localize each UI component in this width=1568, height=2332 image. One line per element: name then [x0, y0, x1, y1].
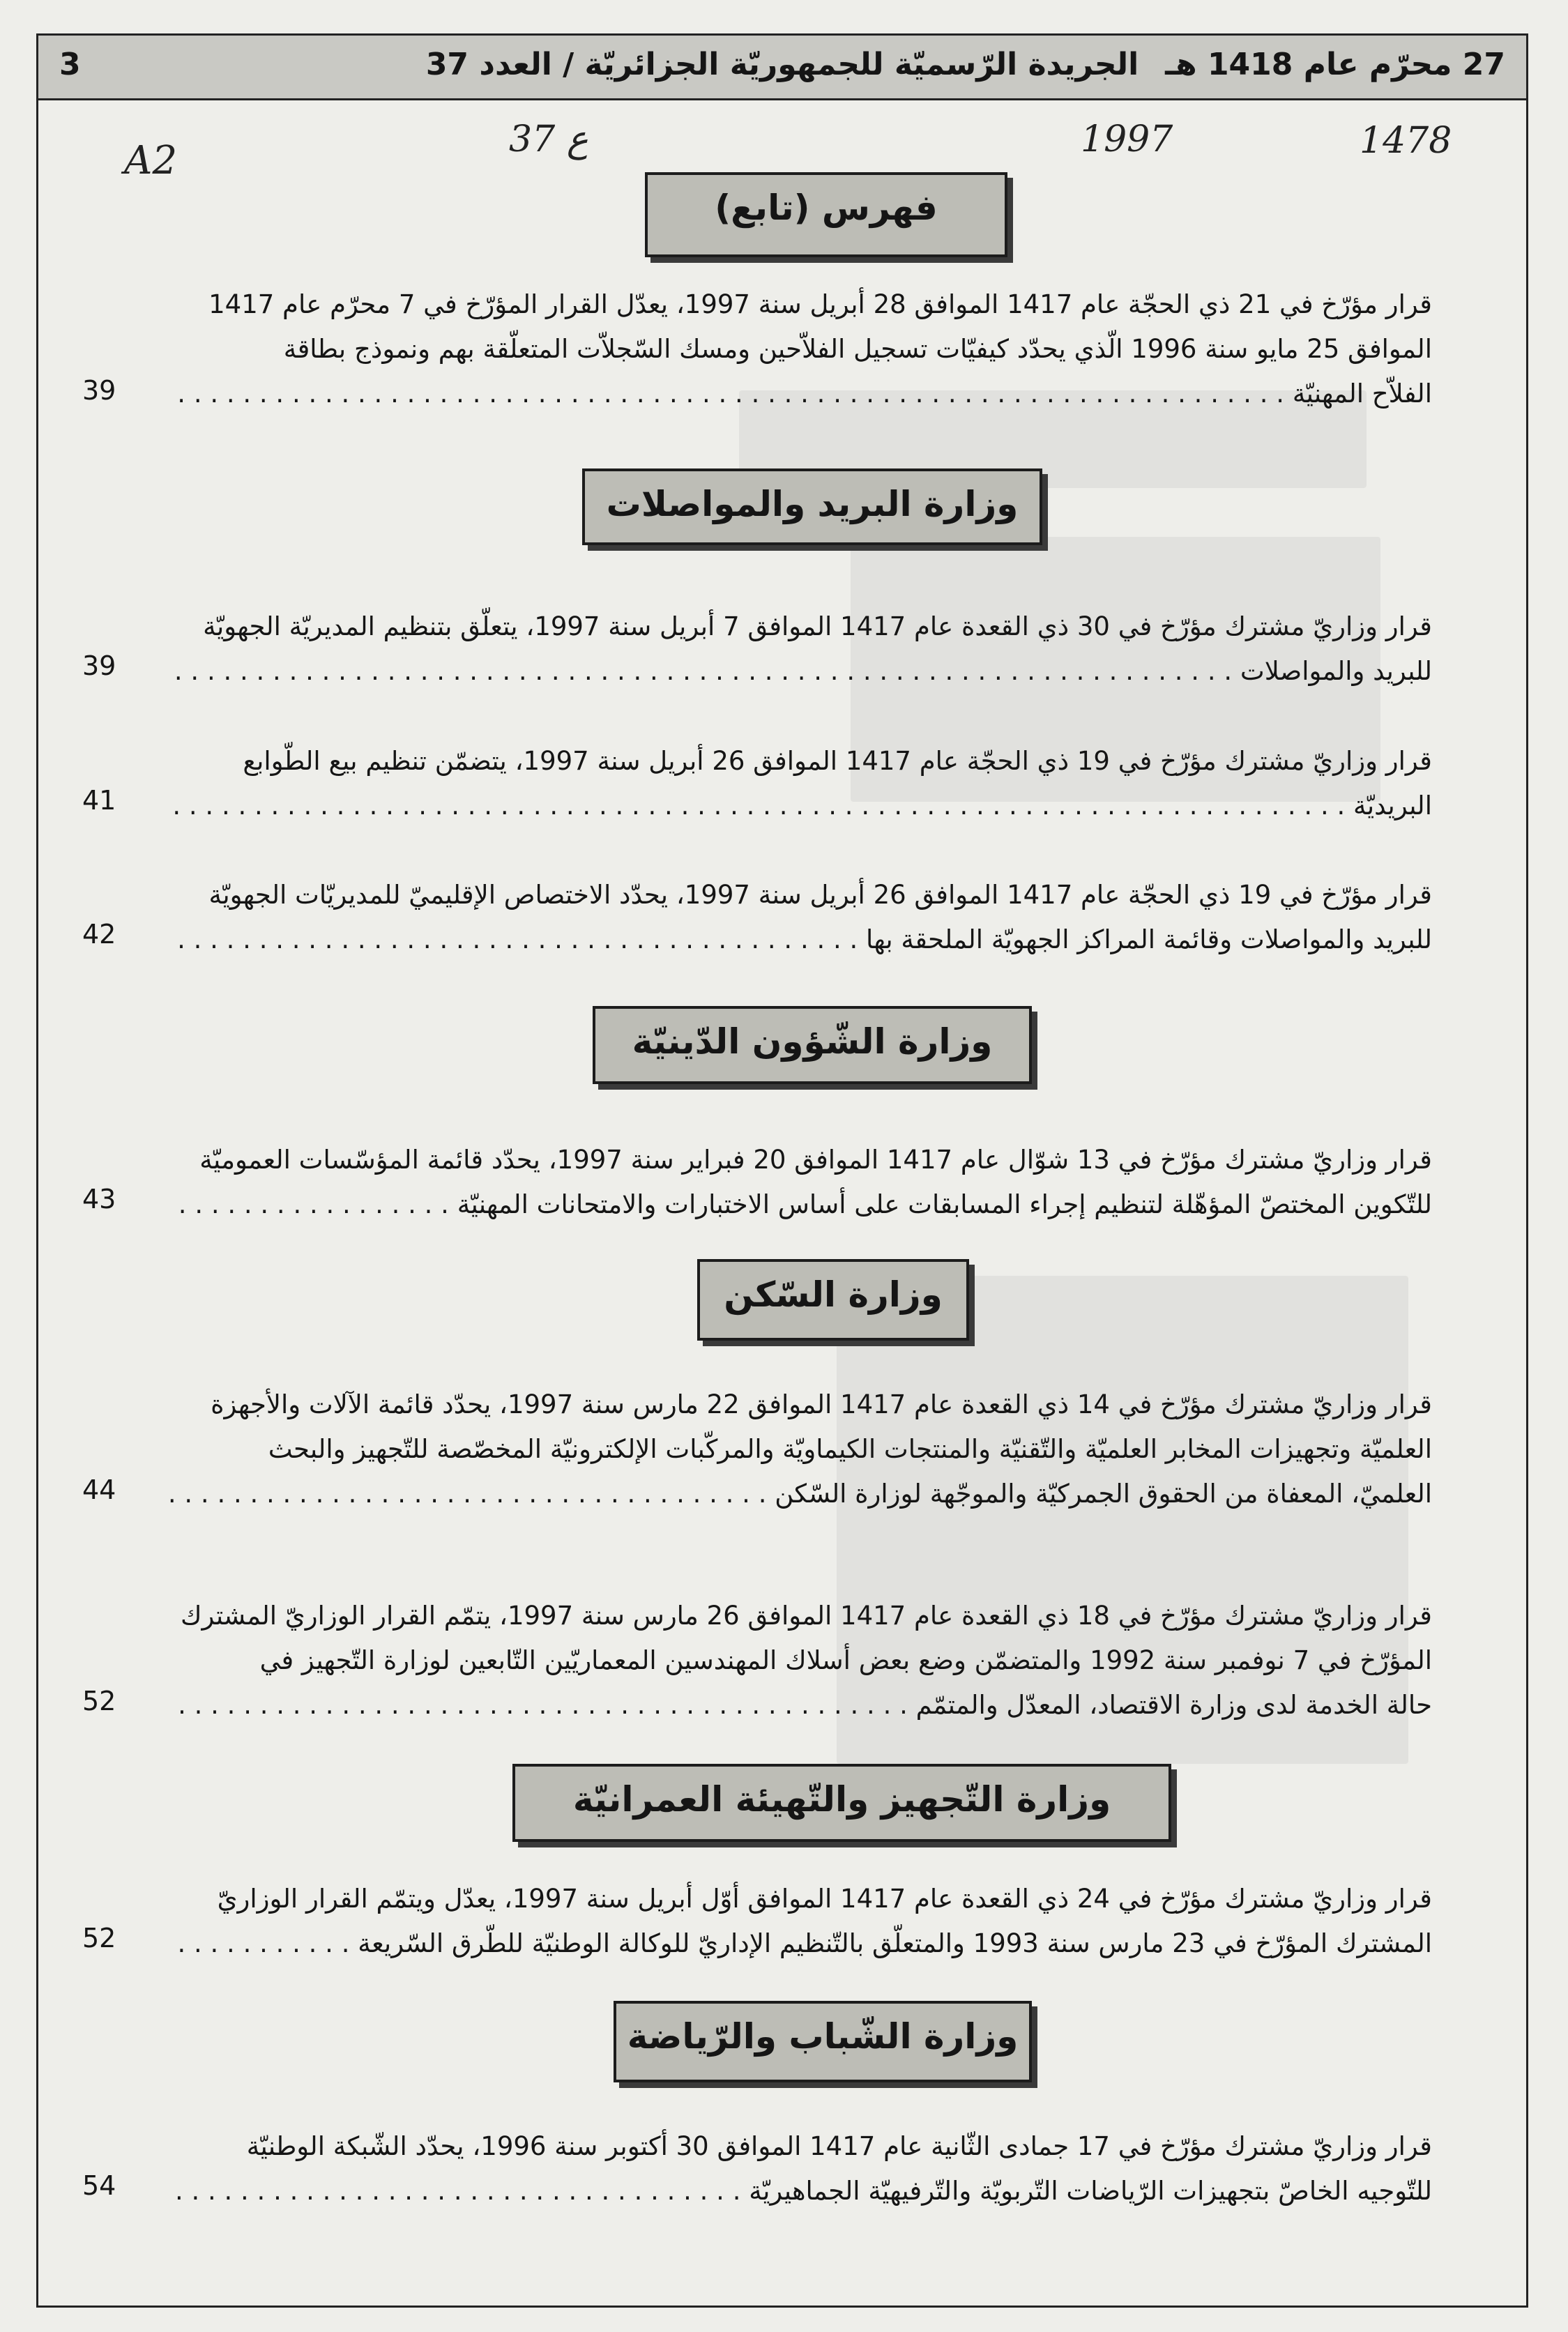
section-equipment-planning: [512, 1764, 1171, 1842]
entry-line: قرار مؤرّخ في 19 ذي الحجّة عام 1417 الموافق 26 أبريل سنة 1997، يحدّد الاختصاص الإقليميّ للمديريّات الجهويّة: [208, 880, 1432, 910]
index-entry: [170, 873, 1432, 962]
entry-line: قرار وزاريّ مشترك مؤرّخ في 17 جمادى الثّانية عام 1417 الموافق 30 أكتوبر سنة 1996، يحدّد الشّبكة الوطنيّة: [246, 2131, 1432, 2161]
index-entry: [170, 1382, 1432, 1516]
section-post-telecom: [582, 468, 1042, 545]
page-header: [38, 36, 1526, 100]
entry-page-number: 43: [82, 1184, 116, 1214]
section-title: وزارة الشّباب والرّياضة: [627, 2016, 1019, 2057]
handwritten-year: 1997: [1081, 119, 1173, 160]
entry-line: قرار مؤرّخ في 21 ذي الحجّة عام 1417 الموافق 28 أبريل سنة 1997، يعدّل القرار المؤرّخ في 7 محرّم عام 1417: [208, 289, 1432, 319]
index-entry: [170, 1877, 1432, 1966]
header-date: 27 محرّم عام 1418 هـ: [1165, 47, 1505, 82]
header-page-number: 3: [59, 47, 81, 82]
entry-line: قرار وزاريّ مشترك مؤرّخ في 13 شوّال عام 1417 الموافق 20 فبراير سنة 1997، يحدّد قائمة المؤسّسات العموميّة: [199, 1145, 1432, 1175]
entry-line: قرار وزاريّ مشترك مؤرّخ في 19 ذي الحجّة عام 1417 الموافق 26 أبريل سنة 1997، يتضمّن تنظيم بيع الطّوابع: [243, 746, 1432, 776]
entry-line: حالة الخدمة لدى وزارة الاقتصاد، المعدّل والمتمّم . . .: [170, 1683, 1432, 1728]
section-youth-sports: [614, 2001, 1032, 2082]
entry-page-number: 39: [82, 375, 116, 406]
entry-page-number: 39: [82, 650, 116, 681]
entry-line: للبريد والمواصلات . . .: [170, 649, 1432, 694]
entry-page-number: 54: [82, 2170, 116, 2201]
index-entry: [170, 1594, 1432, 1728]
index-entry: [170, 2124, 1432, 2213]
index-entry: [170, 282, 1432, 416]
entry-line: للتّكوين المختصّ المؤهّلة لتنظيم إجراء المسابقات على أساس الاختبارات والامتحانات المهنيّة . . .: [170, 1182, 1432, 1227]
section-title: وزارة التّجهيز والتّهيئة العمرانيّة: [572, 1779, 1111, 1820]
entry-page-number: 41: [82, 785, 116, 816]
entry-page-number: 52: [82, 1923, 116, 1953]
entry-line: قرار وزاريّ مشترك مؤرّخ في 18 ذي القعدة عام 1417 الموافق 26 مارس سنة 1997، يتمّم القرار الوزاريّ المشترك: [180, 1601, 1432, 1631]
entry-page-number: 42: [82, 919, 116, 950]
section-title: فهرس (تابع): [715, 188, 938, 228]
entry-line: المشترك المؤرّخ في 23 مارس سنة 1993 والمتعلّق بالتّنظيم الإداريّ للوكالة الوطنيّة للطّرق السّريعة . . .: [170, 1921, 1432, 1966]
entry-line: للبريد والمواصلات وقائمة المراكز الجهويّة الملحقة بها . . .: [170, 917, 1432, 962]
entry-line: العلميّ، المعفاة من الحقوق الجمركيّة والموجّهة لوزارة السّكن . . .: [170, 1472, 1432, 1516]
entry-page-number: 44: [82, 1474, 116, 1505]
section-housing: [697, 1259, 969, 1341]
section-religious-affairs: [593, 1006, 1032, 1084]
section-title: وزارة السّكن: [724, 1274, 943, 1315]
section-title: وزارة البريد والمواصلات: [606, 484, 1019, 524]
entry-line: الفلاّح المهنيّة . . .: [170, 372, 1432, 416]
entry-line: قرار وزاريّ مشترك مؤرّخ في 24 ذي القعدة عام 1417 الموافق أوّل أبريل سنة 1997، يعدّل ويتمّم القرار الوزاريّ: [217, 1884, 1432, 1914]
entry-line: قرار وزاريّ مشترك مؤرّخ في 30 ذي القعدة عام 1417 الموافق 7 أبريل سنة 1997، يتعلّق بتنظيم المديريّة الجهويّة: [203, 611, 1432, 641]
entry-line: البريديّة . . .: [170, 784, 1432, 828]
section-title: وزارة الشّؤون الدّينيّة: [632, 1021, 993, 1062]
handwritten-a2: A2: [124, 138, 178, 183]
handwritten-hijri: 1478: [1360, 120, 1452, 162]
entry-line: قرار وزاريّ مشترك مؤرّخ في 14 ذي القعدة عام 1417 الموافق 22 مارس سنة 1997، يحدّد قائمة الآلات والأجهزة: [211, 1389, 1432, 1419]
index-entry: [170, 739, 1432, 828]
handwritten-issue: 37 ع: [509, 119, 588, 160]
section-index-continued: [645, 172, 1007, 257]
entry-line: الموافق 25 مايو سنة 1996 الّذي يحدّد كيفيّات تسجيل الفلاّحين ومسك السّجلاّت المتعلّقة بهم ونموذج بطاقة: [283, 334, 1432, 364]
index-entry: [170, 604, 1432, 694]
entry-line: للتّوجيه الخاصّ بتجهيزات الرّياضات التّربويّة والتّرفيهيّة الجماهيريّة . . .: [170, 2169, 1432, 2213]
index-entry: [170, 1138, 1432, 1227]
entry-page-number: 52: [82, 1686, 116, 1716]
entry-line: العلميّة وتجهيزات المخابر العلميّة والتّقنيّة والمنتجات الكيماويّة والمركّبات الإلكترونيّة المخصّصة للتّجهيز والبحث: [268, 1434, 1432, 1464]
entry-line: المؤرّخ في 7 نوفمبر سنة 1992 والمتضمّن وضع بعض أسلاك المهندسين المعماريّين التّابعين لوزارة التّجهيز في: [259, 1645, 1432, 1675]
header-title: الجريدة الرّسميّة للجمهوريّة الجزائريّة / العدد 37: [425, 47, 1139, 82]
